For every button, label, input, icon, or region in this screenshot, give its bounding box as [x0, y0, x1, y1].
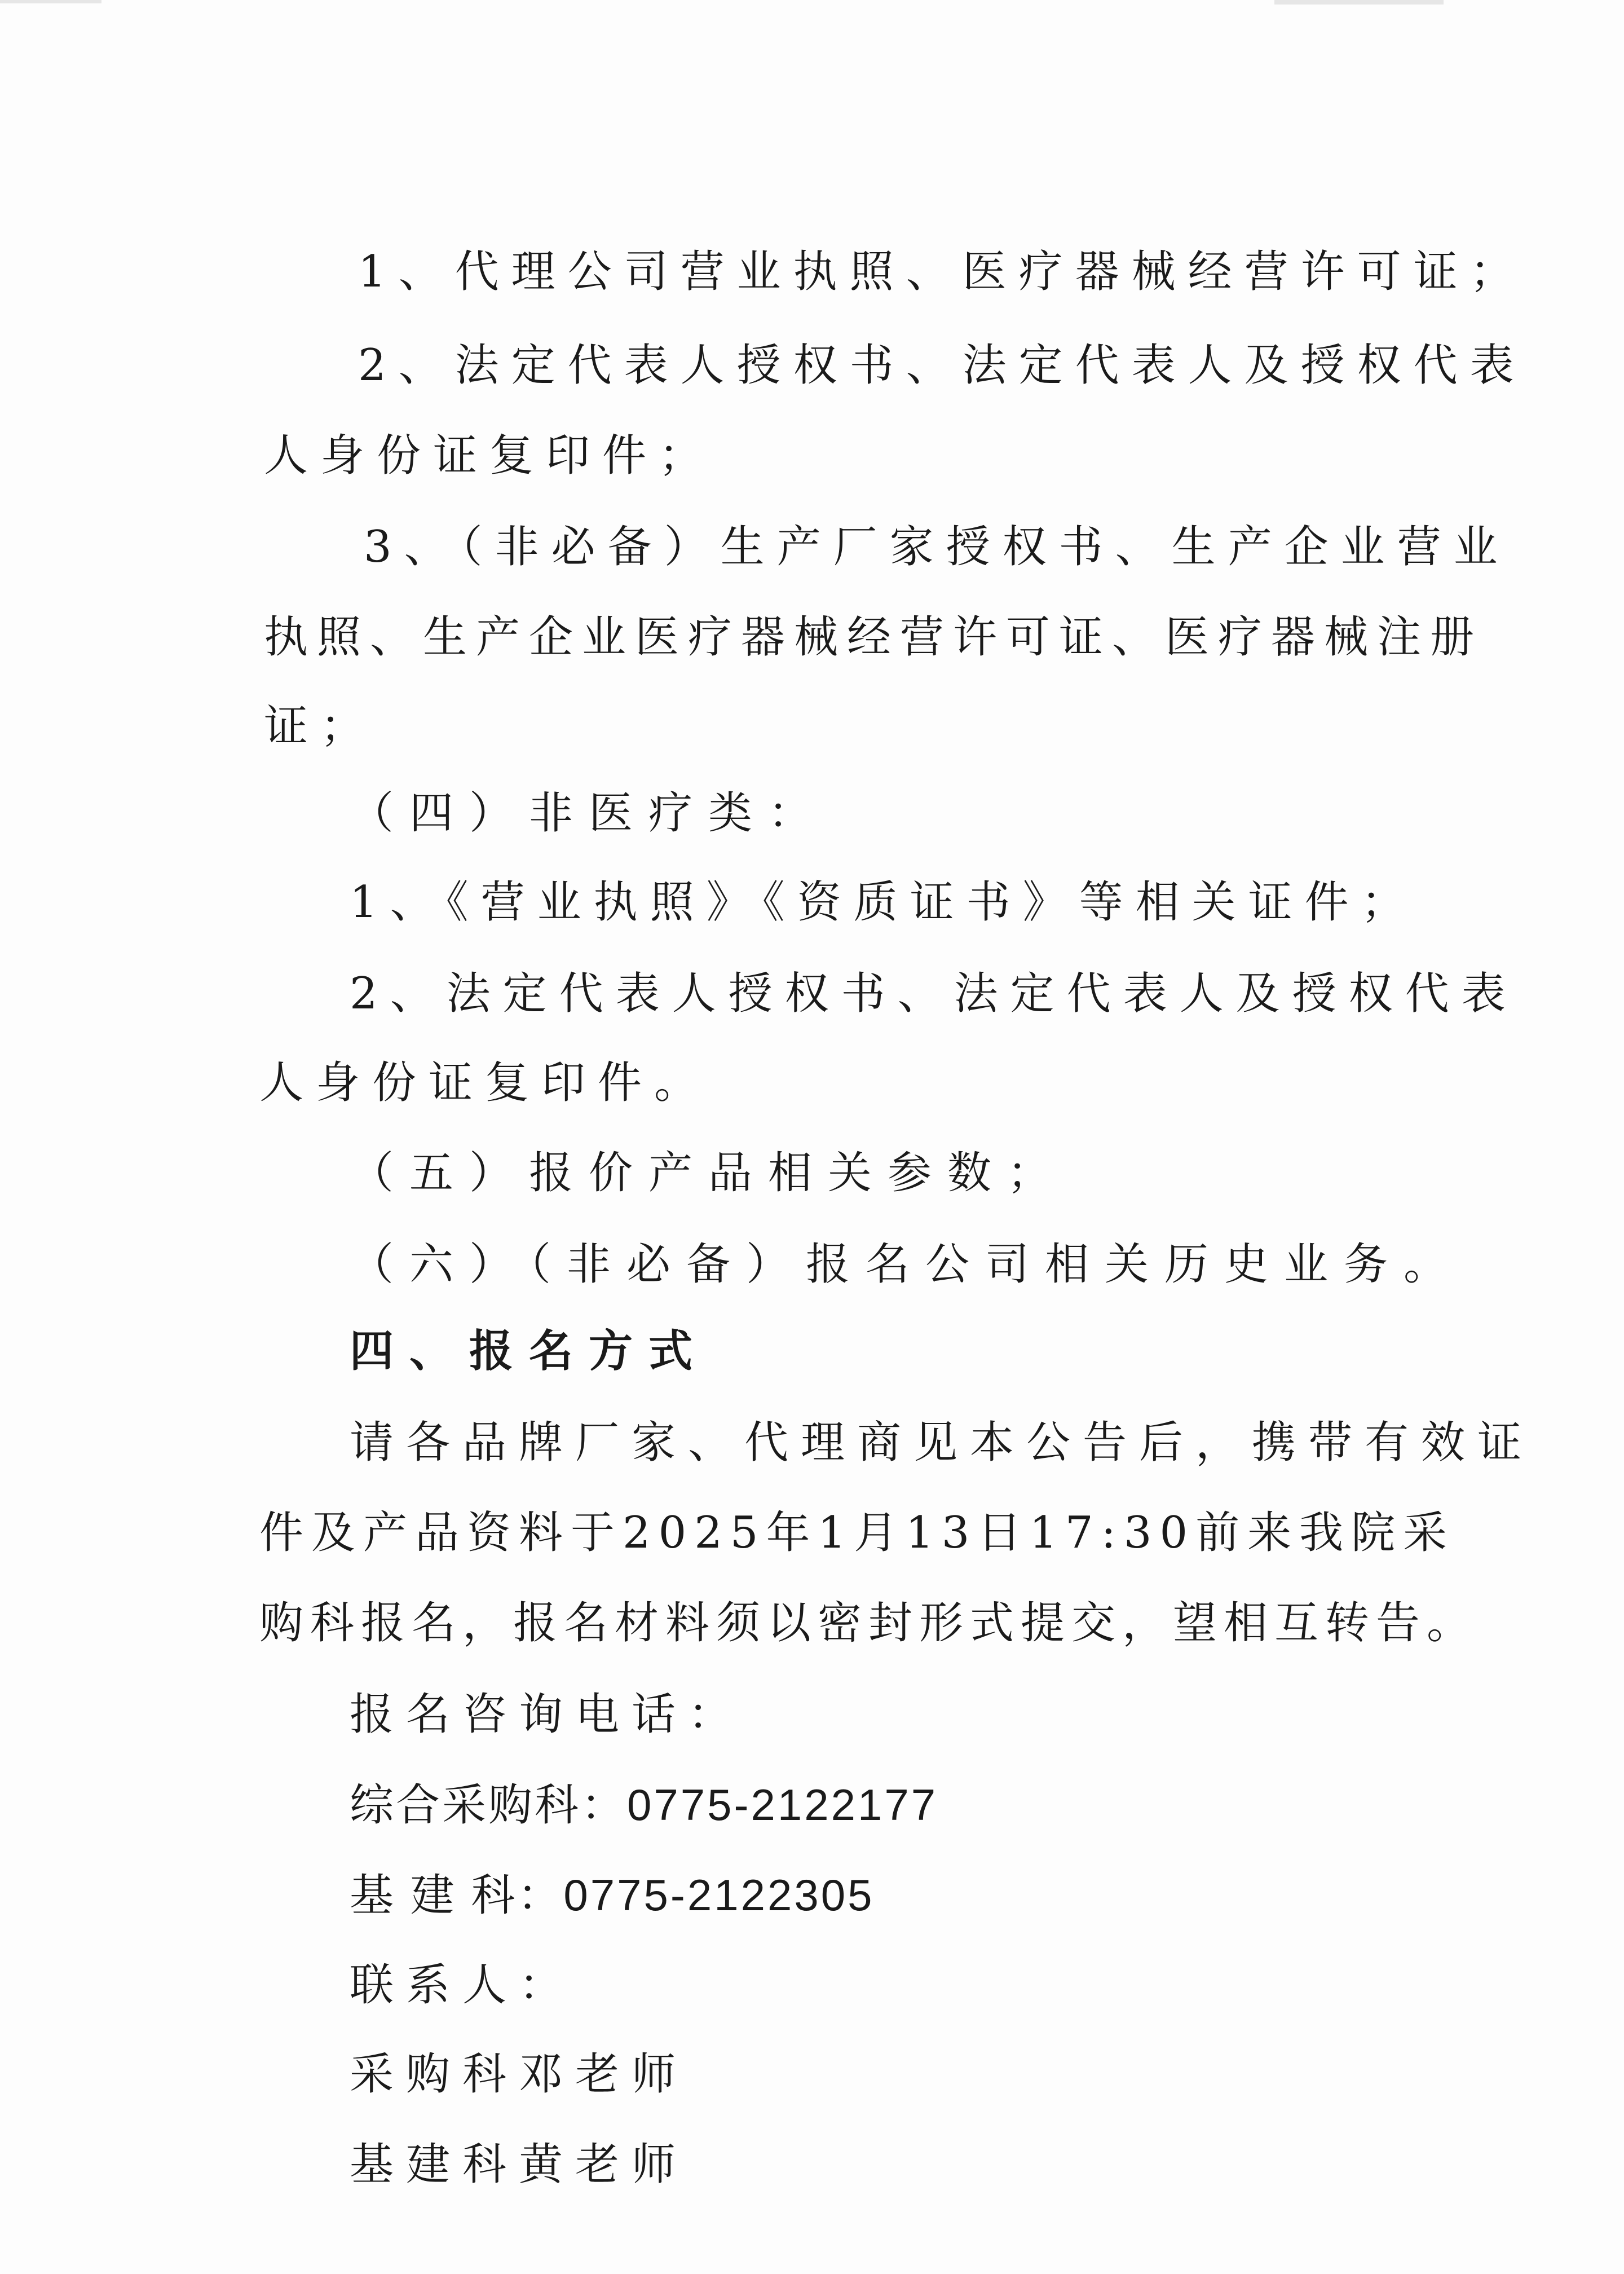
purchasing-dept-phone: 综合采购科：0775-2122177 [350, 1780, 938, 1830]
item-1-agent-license: 1、代理公司营业执照、医疗器械经营许可证； [358, 246, 1526, 297]
registration-text-line1: 请各品牌厂家、代理商见本公告后，携带有效证 [350, 1417, 1534, 1468]
item-2-authorization-line1: 2、法定代表人授权书、法定代表人及授权代表 [358, 340, 1526, 391]
heading-registration-method: 四、报名方式 [350, 1325, 709, 1377]
contact-purchasing-teacher: 采购科邓老师 [350, 2049, 689, 2100]
non-medical-item-1: 1、《营业执照》《资质证书》等相关证件； [350, 877, 1418, 928]
item-2-authorization-line2: 人身份证复印件； [264, 430, 716, 481]
item-3-manufacturer-line2: 执照、生产企业医疗器械经营许可证、医疗器械注册 [264, 612, 1484, 663]
item-3-manufacturer-line3: 证； [264, 701, 377, 752]
non-medical-item-2-line2: 人身份证复印件。 [259, 1057, 711, 1108]
section-6-history: （六）（非必备）报名公司相关历史业务。 [350, 1239, 1464, 1290]
item-3-manufacturer-line1: 3、（非必备）生产厂家授权书、生产企业营业 [364, 522, 1510, 572]
section-5-product-params: （五）报价产品相关参数； [350, 1148, 1067, 1198]
scan-edge-mark-left [0, 0, 102, 3]
scan-edge-mark-right [1274, 0, 1444, 5]
contact-construction-teacher: 基建科黄老师 [350, 2139, 689, 2190]
registration-text-line3: 购科报名，报名材料须以密封形式提交，望相互转告。 [259, 1598, 1478, 1649]
contact-phone-label: 报名咨询电话： [350, 1689, 745, 1740]
non-medical-item-2-line1: 2、法定代表人授权书、法定代表人及授权代表 [350, 968, 1518, 1019]
section-4-non-medical: （四）非医疗类： [350, 788, 828, 839]
registration-text-line2: 件及产品资料于2025年1月13日17:30前来我院采 [259, 1508, 1455, 1558]
contact-person-label: 联系人： [350, 1960, 576, 2011]
construction-dept-phone: 基 建 科：0775-2122305 [350, 1870, 875, 1920]
